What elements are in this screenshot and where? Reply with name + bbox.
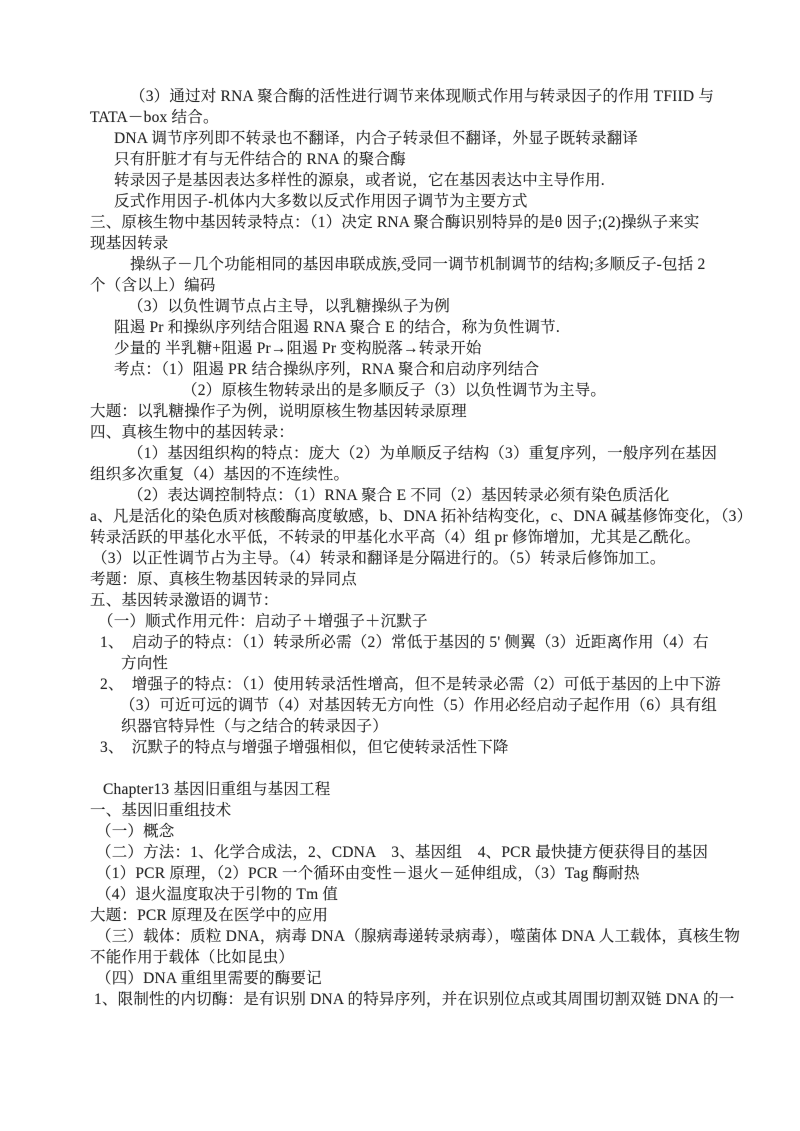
text-line-31: 织器官特异性（与之结合的转录因子） [121, 718, 388, 735]
text-line-21: a、凡是活化的染色质对核酸酶高度敏感，b、DNA 拓补结构变化，c、DNA 碱基修饰变化，（3） [90, 508, 753, 525]
text-line-28: 方向性 [121, 655, 169, 672]
text-line-25: 五、基因转录激语的调节： [90, 592, 279, 609]
text-line-23: （3）以正性调节占为主导。（4）转录和翻译是分隔进行的。（5）转录后修饰加工。 [92, 550, 666, 567]
text-line-7: 三、原核生物中基因转录特点：（1）决定 RNA 聚合酶识别特异的是θ 因子;(2)操纵子来实 [90, 214, 700, 231]
text-line-3: DNA 调节序列即不转录也不翻译，内合子转录但不翻译，外显子既转录翻译 [114, 130, 639, 147]
text-line-19: 组织多次重复（4）基因的不连续性。 [90, 466, 350, 483]
text-line-11: （3）以负性调节点占主导，以乳糖操纵子为例 [128, 298, 450, 315]
text-line-9: 操纵子－几个功能相同的基因串联成族,受同一调节机制调节的结构;多顺反子-包括 2 [130, 256, 706, 273]
text-line-38: （1）PCR 原理，（2）PCR 一个循环由变性－退火－延伸组成，（3）Tag 酶耐热 [96, 865, 640, 882]
text-line-10: 个（含以上）编码 [90, 277, 216, 294]
text-line-24: 考题：原、真核生物基因转录的异同点 [90, 571, 357, 588]
text-line-26: （一）顺式作用元件：启动子＋增强子＋沉默子 [98, 613, 428, 630]
text-line-34: Chapter13 基因旧重组与基因工程 [103, 781, 331, 798]
text-line-13: 少量的 半乳糖+阻遏 Pr→阻遏 Pr 变构脱落→转录开始 [114, 340, 482, 357]
text-line-22: 转录活跃的甲基化水平低，不转录的甲基化水平高（4）组 pr 修饰增加，尤其是乙酰化。 [90, 529, 701, 546]
text-line-43: （四）DNA 重组里需要的酶要记 [96, 970, 322, 987]
text-line-29: 2、 增强子的特点：（1）使用转录活性增高，但不是转录必需（2）可低于基因的上中下游 [100, 676, 721, 693]
text-line-33 [90, 758, 712, 779]
text-line-1: （3）通过对 RNA 聚合酶的活性进行调节来体现顺式作用与转录因子的作用 TFIID 与 [130, 88, 715, 105]
text-line-42: 不能作用于载体（比如昆虫） [90, 949, 295, 966]
document-text-block [90, 86, 753, 1010]
text-line-41: （三）载体：质粒 DNA，病毒 DNA（腺病毒递转录病毒），噬菌体 DNA 人工载体，真核生物 [96, 928, 741, 945]
text-line-37: （二）方法：1、化学合成法，2、CDNA 3、基因组 4、PCR 最快捷方便获得目的基因 [96, 844, 709, 861]
text-line-15: （2）原核生物转录出的是多顺反子（3）以负性调节为主导。 [182, 382, 607, 399]
text-line-27: 1、 启动子的特点：（1）转录所必需（2）常低于基因的 5' 侧翼（3）近距离作用（4）右 [100, 634, 709, 651]
text-line-5: 转录因子是基因表达多样性的源泉，或者说，它在基因表达中主导作用. [114, 172, 605, 189]
text-line-35: 一、基因旧重组技术 [90, 802, 232, 819]
text-line-16: 大题：以乳糖操作子为例，说明原核生物基因转录原理 [90, 403, 467, 420]
text-line-20: （2）表达调控制特点：（1）RNA 聚合 E 不同（2）基因转录必须有染色质活化 [128, 487, 670, 504]
text-line-2: TATA－box 结合。 [90, 109, 219, 126]
text-line-36: （一）概念 [96, 823, 175, 840]
text-line-12: 阻遏 Pr 和操纵序列结合阻遏 RNA 聚合 E 的结合，称为负性调节. [114, 319, 560, 336]
text-line-18: （1）基因组织构的特点：庞大（2）为单顺反子结构（3）重复序列，一般序列在基因 [128, 445, 718, 462]
text-line-17: 四、真核生物中的基因转录： [90, 424, 295, 441]
text-line-8: 现基因转录 [90, 235, 169, 252]
text-line-6: 反式作用因子-机体内大多数以反式作用因子调节为主要方式 [114, 193, 528, 210]
text-line-14: 考点：（1）阻遏 PR 结合操纵序列，RNA 聚合和启动序列结合 [114, 361, 540, 378]
text-line-32: 3、 沉默子的特点与增强子增强相似，但它使转录活性下降 [100, 739, 509, 756]
text-line-44: 1、限制性的内切酶：是有识别 DNA 的特异序列，并在识别位点或其周围切割双链 DNA 的一 [94, 991, 735, 1008]
text-line-4: 只有肝脏才有与无件结合的 RNA 的聚合酶 [114, 151, 406, 168]
text-line-30: （3）可近可远的调节（4）对基因转无方向性（5）作用必经启动子起作用（6）具有组 [120, 697, 718, 714]
text-line-40: 大题：PCR 原理及在医学中的应用 [90, 907, 329, 924]
text-line-39: （4）退火温度取决于引物的 Tm 值 [96, 886, 339, 903]
